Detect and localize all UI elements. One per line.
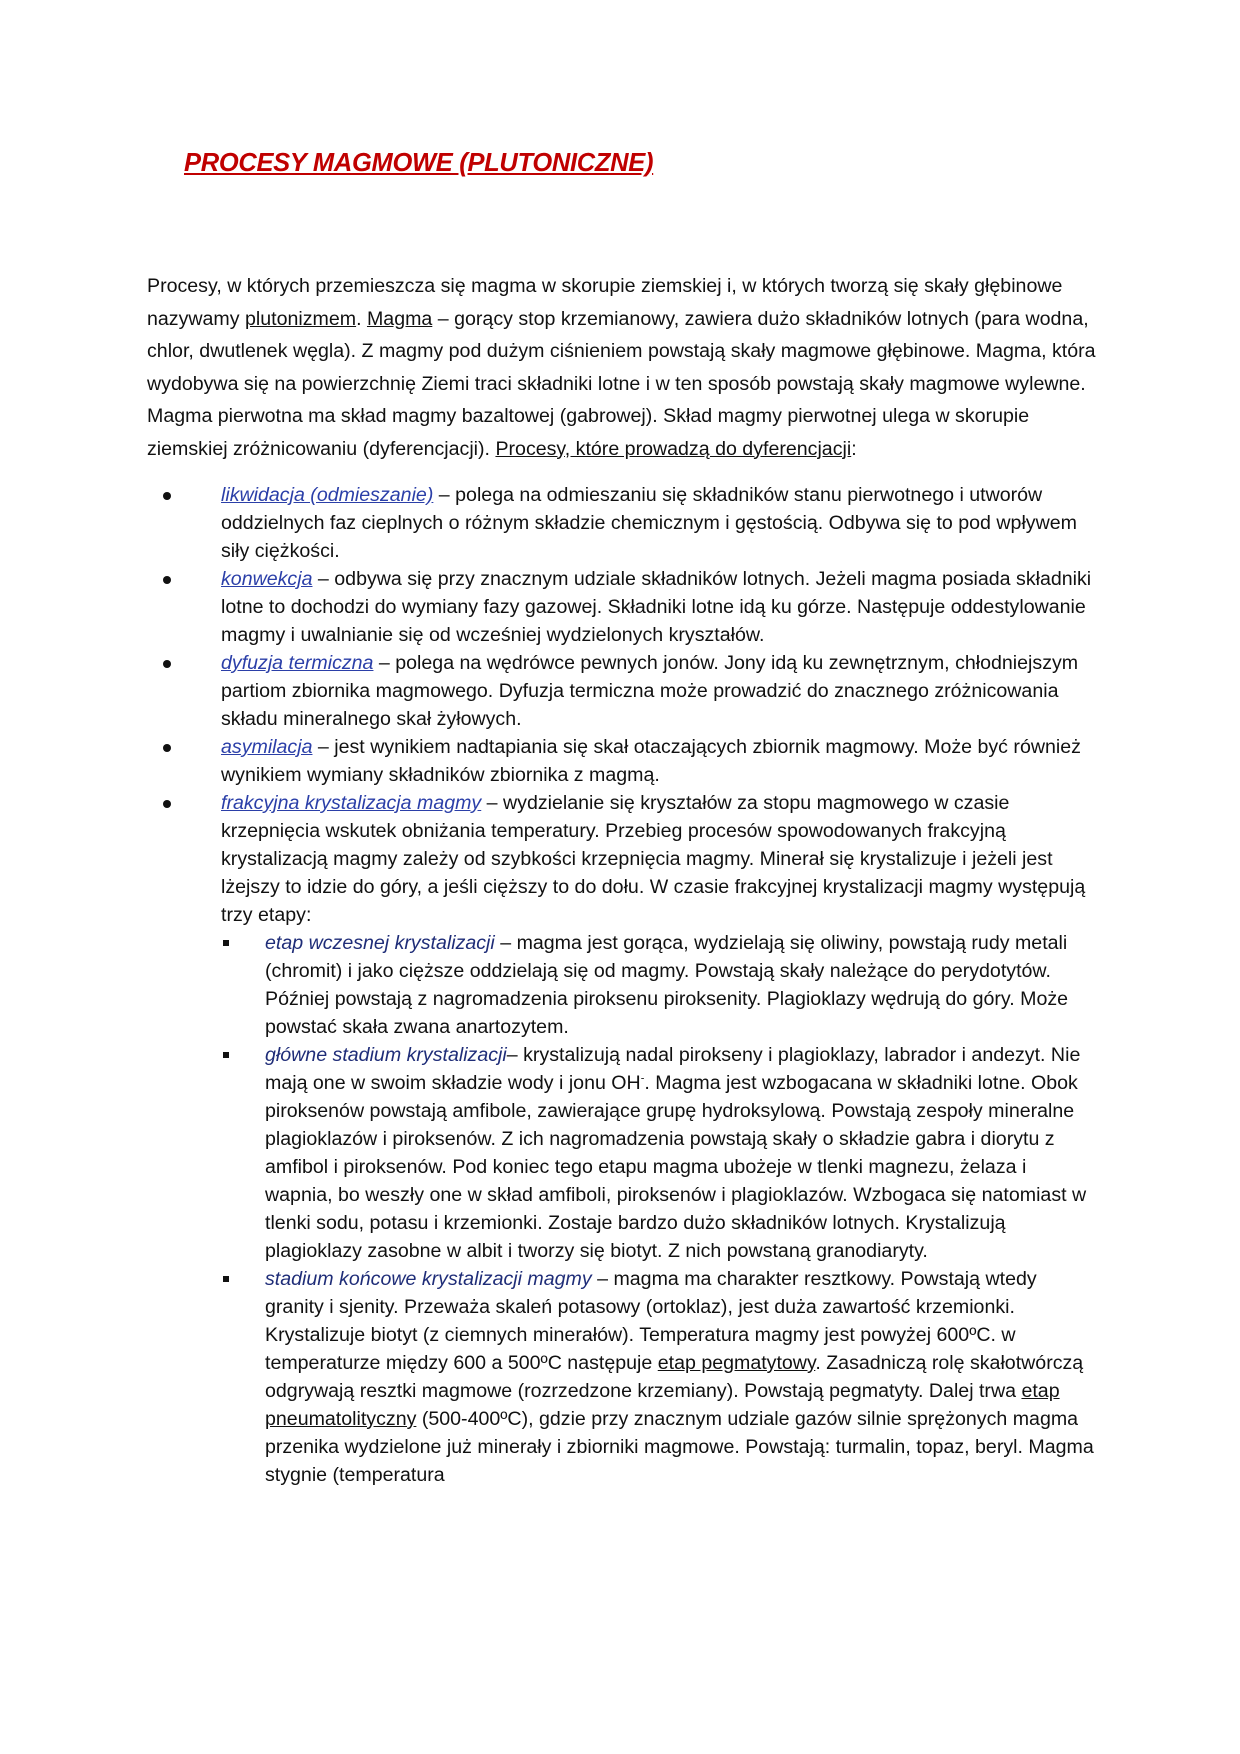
- term-magma: Magma: [366, 307, 433, 330]
- stage-description: – magma ma charakter resztkowy. Powstają wtedy granity i sjenity. Przeważa skaleń potasowy (ortoklaz), jest duża zawartość krzemionki. Krystalizuje biotyt (z ciemnych minerałów). Temperatura magmy jest powyżej 600ºC. w temperaturze między 600 a 500ºC następuje: [265, 1268, 1037, 1374]
- stage-description: (500-400ºC), gdzie przy znacznym udziale gazów silnie sprężonych magma przenika wydzielone już minerały i zbiorniki magmowe. Powstają: turmalin, topaz, beryl. Magma stygnie (temperatura: [265, 1408, 1094, 1486]
- process-description: – polega na wędrówce pewnych jonów. Jony idą ku zewnętrznym, chłodniejszym partiom zbiornika magmowego. Dyfuzja termiczna może prowadzić do znacznego zróżnicowania składu mineralnego skał żyłowych.: [221, 652, 1079, 730]
- process-description: – polega na odmieszaniu się składników stanu pierwotnego i utworów oddzielnych faz cieplnych o różnym składzie chemicznym i gęstością. Odbywa się to pod wpływem siły ciężkości.: [221, 484, 1077, 562]
- list-item: [147, 649, 1097, 733]
- superscript-minus: -: [640, 1072, 645, 1085]
- stage-description: – magma jest gorąca, wydzielają się oliwiny, powstają rudy metali (chromit) i jako cięższe oddzielają się od magmy. Powstają skały należące do perydotytów. Później powstają z nagromadzenia piroksenu piroksenity. Plagioklazy wędrują do góry. Może powstać skała zwana anartozytem.: [265, 932, 1069, 1038]
- stage-item: [221, 1041, 1097, 1265]
- intro-text: Procesy, w których przemieszcza się magma w skorupie ziemskiej i, w których tworzą się skały głębinowe nazywamy: [147, 275, 1063, 330]
- stage-item: [221, 929, 1097, 1041]
- document-body: [147, 270, 1097, 1489]
- square-bullet-icon: [223, 1276, 229, 1282]
- process-term: asymilacja: [221, 736, 313, 758]
- bullet-icon: [163, 660, 171, 668]
- stage-description: – krystalizują nadal pirokseny i plagioklazy, labrador i andezyt. Nie mają one w swoim składzie wody i jonu OH: [265, 1044, 1081, 1094]
- bullet-icon: [163, 576, 171, 584]
- term-plutonizm: plutonizmem: [245, 307, 357, 330]
- differentiation-heading: Procesy, które prowadzą do dyferencjacji: [495, 437, 852, 460]
- bullet-icon: [163, 800, 171, 808]
- process-description: – wydzielanie się kryształów za stopu magmowego w czasie krzepnięcia wskutek obniżania temperatury. Przebieg procesów spowodowanych frakcyjną krystalizacją magmy zależy od szybkości krzepnięcia magmy. Minerał się krystalizuje i jeżeli jest lżejszy to idzie do góry, a jeśli cięższy to do dołu. W czasie frakcyjnej krystalizacji magmy występują trzy etapy:: [221, 792, 1086, 926]
- bullet-icon: [163, 492, 171, 500]
- square-bullet-icon: [223, 940, 229, 946]
- stage-item: [221, 1265, 1097, 1489]
- list-item: [147, 565, 1097, 649]
- term-pegmatite-stage: etap pegmatytowy: [657, 1352, 816, 1374]
- intro-text: :: [851, 437, 857, 460]
- process-term: frakcyjna krystalizacja magmy: [221, 792, 482, 814]
- process-description: – jest wynikiem nadtapiania się skał otaczających zbiornik magmowy. Może być również wynikiem wymiany składników zbiornika z magmą.: [221, 736, 1081, 786]
- process-term: konwekcja: [221, 568, 313, 590]
- term-pneumatolytic-stage: etap pneumatolityczny: [265, 1380, 1060, 1430]
- process-term: likwidacja (odmieszanie): [221, 484, 434, 506]
- stage-term: główne stadium krystalizacji: [265, 1044, 507, 1066]
- process-term: dyfuzja termiczna: [221, 652, 374, 674]
- list-item: [147, 789, 1097, 1489]
- stage-list: [221, 929, 1097, 1489]
- stage-term: etap wczesnej krystalizacji: [265, 932, 495, 954]
- process-list: [147, 481, 1097, 1489]
- intro-paragraph: [147, 270, 1097, 465]
- stage-description: . Magma jest wzbogacana w składniki lotne. Obok piroksenów powstają amfibole, zawierające grupę hydroksylową. Powstają zespoły mineralne plagioklazów i piroksenów. Z ich nagromadzenia powstają skały o składzie gabra i diorytu z amfibol i piroksenów. Pod koniec tego etapu magma ubożeje w tlenki magnezu, żelaza i wapnia, bo weszły one w skład amfiboli, piroksenów i plagioklazów. Wzbogaca się natomiast w tlenki sodu, potasu i krzemionki. Zostaje bardzo dużo składników lotnych. Krystalizują plagioklazy zasobne w albit i tworzy się biotyt. Z nich powstaną granodiaryty.: [265, 1072, 1087, 1262]
- bullet-icon: [163, 744, 171, 752]
- list-item: [147, 481, 1097, 565]
- list-item: [147, 733, 1097, 789]
- stage-description: . Zasadniczą rolę skałotwórczą odgrywają resztki magmowe (rozrzedzone krzemiany). Powstają pegmatyty. Dalej trwa: [265, 1352, 1084, 1402]
- page-title: PROCESY MAGMOWE (PLUTONICZNE): [184, 149, 654, 177]
- intro-text: – gorący stop krzemianowy, zawiera dużo składników lotnych (para wodna, chlor, dwutlenek węgla). Z magmy pod dużym ciśnieniem powstają skały magmowe głębinowe. Magma, która wydobywa się na powierzchnię Ziemi traci składniki lotne i w ten sposób powstają skały magmowe wylewne. Magma pierwotna ma skład magmy bazaltowej (gabrowej). Skład magmy pierwotnej ulega w skorupie ziemskiej zróżnicowaniu (dyferencjacji).: [147, 307, 1096, 460]
- square-bullet-icon: [223, 1052, 229, 1058]
- intro-text: .: [356, 307, 367, 330]
- process-description: – odbywa się przy znacznym udziale składników lotnych. Jeżeli magma posiada składniki lotne to dochodzi do wymiany fazy gazowej. Składniki lotne idą ku górze. Następuje oddestylowanie magmy i uwalnianie się od wcześniej wydzielonych kryształów.: [221, 568, 1092, 646]
- stage-term: stadium końcowe krystalizacji magmy: [265, 1268, 592, 1290]
